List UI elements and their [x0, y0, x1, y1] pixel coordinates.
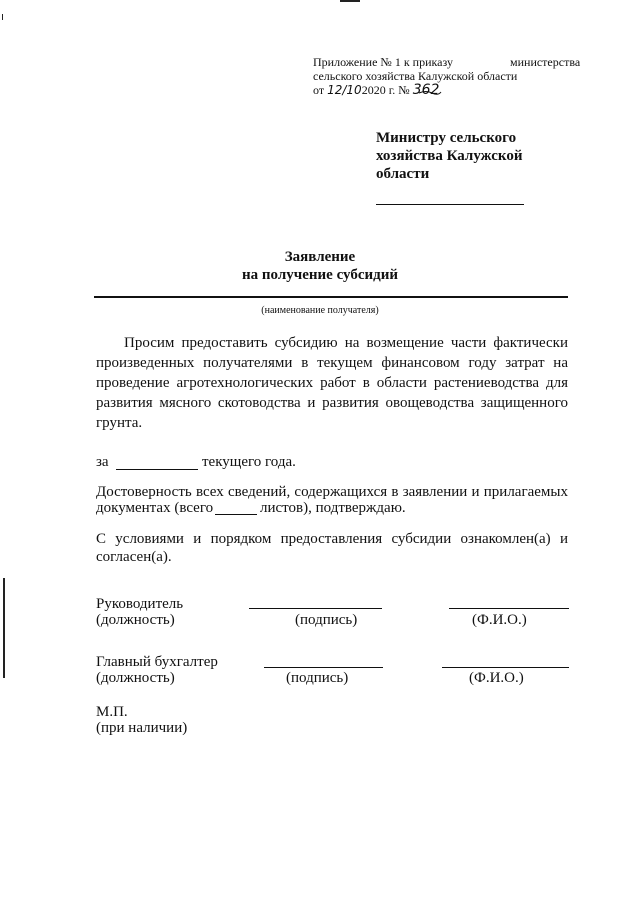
header-line-1-left: Приложение № 1 к приказу — [313, 55, 453, 69]
name-caption: (Ф.И.О.) — [469, 670, 524, 686]
request-line-3: проведение агротехнологических работ в области растениеводства для — [96, 375, 568, 391]
signature-role: Руководитель — [96, 596, 184, 612]
addressee-line-1: Министру сельского — [376, 130, 517, 146]
name-line — [449, 608, 569, 609]
order-year-number: 2020 г. № — [361, 83, 410, 97]
header-line-1-right: министерства — [510, 55, 581, 69]
period-blank — [116, 469, 198, 470]
reliability-line-2a: документах (всего — [96, 500, 214, 516]
position-caption: (должность) — [96, 670, 175, 686]
request-line-2: произведенных получателями в текущем финансовом году затрат на — [96, 355, 568, 371]
request-line-5: грунта. — [96, 415, 143, 431]
handwritten-date: 12/10 — [327, 83, 362, 97]
date-prefix: от — [313, 83, 325, 97]
addressee-line-3: области — [376, 166, 430, 182]
period-prefix: за — [96, 454, 109, 470]
stamp-label: М.П. — [96, 704, 128, 720]
request-line-4: развития мясного скотоводства и развития овощеводства защищенного — [96, 395, 568, 411]
signature-role: Главный бухгалтер — [96, 654, 218, 670]
title-line-1: Заявление — [284, 249, 356, 265]
recipient-caption: (наименование получателя) — [261, 305, 379, 316]
name-caption: (Ф.И.О.) — [472, 612, 527, 628]
reliability-line-2b: листов), подтверждаю. — [260, 500, 406, 516]
position-caption: (должность) — [96, 612, 175, 628]
reliability-line-1: Достоверность всех сведений, содержащихся в заявлении и прилагаемых — [96, 484, 568, 500]
consent-line-1: С условиями и порядком предоставления субсидии ознакомлен(а) и — [96, 531, 568, 547]
request-line-1: Просим предоставить субсидию на возмещение части фактически — [124, 335, 568, 351]
scan-margin-line — [3, 578, 5, 678]
signature-line — [264, 667, 383, 668]
signature-caption: (подпись) — [295, 612, 358, 628]
scan-mark-top — [340, 0, 360, 2]
handwritten-underline — [418, 90, 442, 96]
scan-mark-left — [2, 14, 3, 20]
pages-count-blank — [215, 514, 257, 515]
handwritten-order-number: 362 — [412, 82, 440, 98]
stamp-note: (при наличии) — [96, 720, 188, 736]
title-line-2: на получение субсидий — [242, 267, 398, 283]
recipient-name-line — [94, 296, 568, 298]
signature-line — [249, 608, 382, 609]
name-line — [442, 667, 569, 668]
header-line-2: сельского хозяйства Калужской области — [313, 69, 518, 83]
consent-line-2: согласен(а). — [96, 549, 172, 565]
signature-caption: (подпись) — [286, 670, 349, 686]
applicant-name-line — [376, 204, 524, 205]
addressee-line-2: хозяйства Калужской — [376, 148, 523, 164]
period-suffix: текущего года. — [202, 454, 296, 470]
